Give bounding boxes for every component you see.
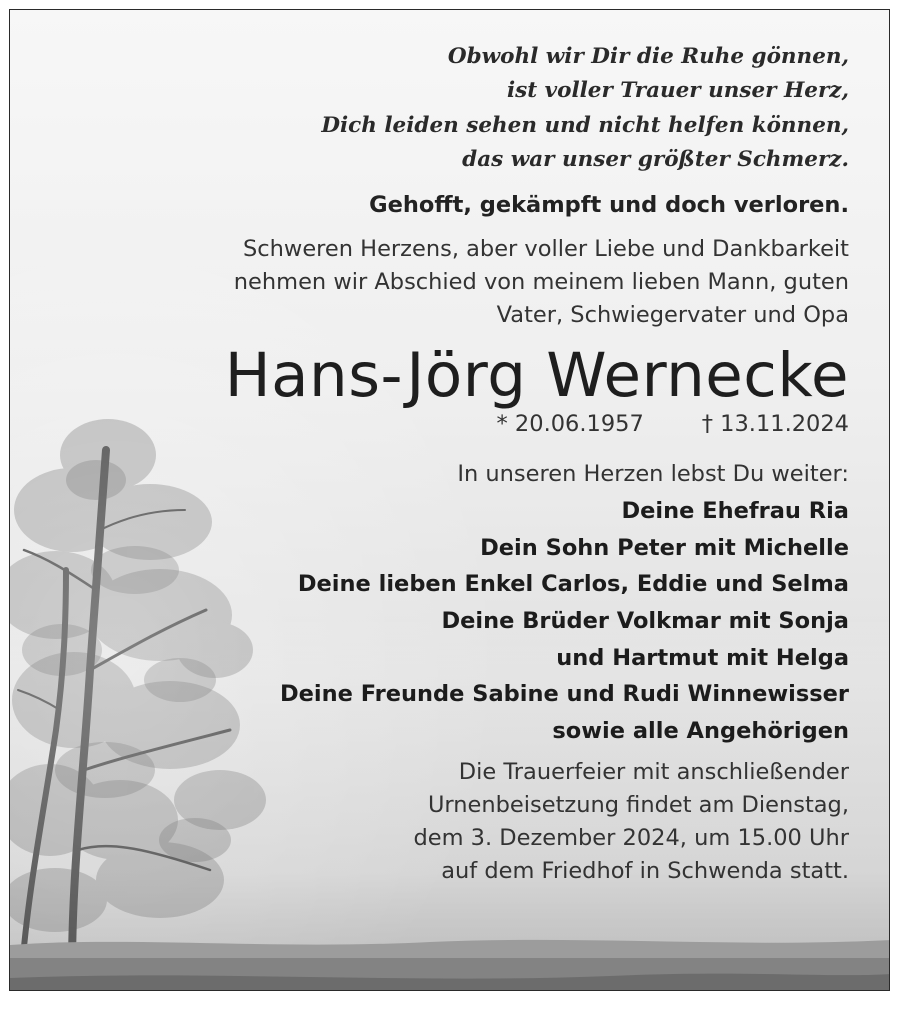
intro-text	[69, 233, 849, 332]
life-dates	[69, 410, 849, 438]
mourner-line: Deine Ehefrau Ria	[621, 497, 849, 524]
birth-date: * 20.06.1957	[496, 411, 644, 438]
mourners-list	[69, 456, 849, 749]
service-line: dem 3. Dezember 2024, um 15.00 Uhr	[413, 824, 849, 851]
motto: Gehofft, gekämpft und doch verloren.	[369, 191, 849, 218]
intro-line: Vater, Schwiegervater und Opa	[496, 301, 849, 328]
verse-line: das war unser größter Schmerz.	[462, 147, 849, 173]
mourners-intro: In unseren Herzen lebst Du weiter:	[457, 461, 849, 488]
verse	[69, 40, 849, 178]
deceased-name: Hans-Jörg Wernecke	[224, 339, 849, 411]
intro-line: nehmen wir Abschied von meinem lieben Mann, guten	[233, 268, 849, 295]
mourner-line: Deine lieben Enkel Carlos, Eddie und Selma	[297, 571, 849, 598]
service-line: auf dem Friedhof in Schwenda statt.	[441, 857, 849, 884]
verse-line: Obwohl wir Dir die Ruhe gönnen,	[447, 44, 849, 69]
funeral-service-info	[69, 756, 849, 888]
mourner-line: Dein Sohn Peter mit Michelle	[480, 534, 849, 561]
intro-line: Schweren Herzens, aber voller Liebe und Dankbarkeit	[243, 235, 849, 262]
verse-line: Dich leiden sehen und nicht helfen können,	[321, 112, 849, 138]
mourner-line: und Hartmut mit Helga	[556, 644, 849, 671]
death-date: † 13.11.2024	[701, 411, 849, 438]
mourner-line: sowie alle Angehörigen	[552, 717, 849, 744]
mourner-line: Deine Brüder Volkmar mit Sonja	[441, 607, 849, 634]
obituary-notice	[9, 9, 890, 991]
text-column	[69, 40, 849, 888]
service-line: Urnenbeisetzung findet am Dienstag,	[427, 791, 849, 818]
verse-line: ist voller Trauer unser Herz,	[506, 78, 849, 104]
service-line: Die Trauerfeier mit anschließender	[458, 758, 849, 785]
mourner-line: Deine Freunde Sabine und Rudi Winnewisser	[279, 681, 849, 708]
